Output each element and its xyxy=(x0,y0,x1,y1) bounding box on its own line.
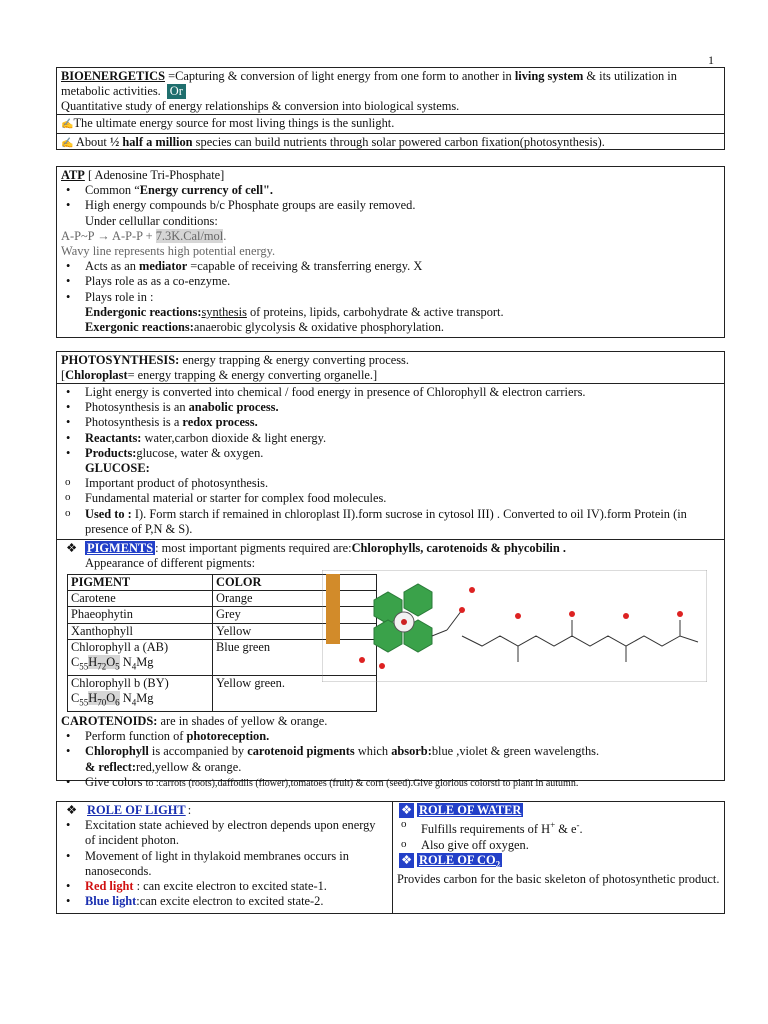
carotenoid-bullet: • Give colors to :carrots (roots),daffodils (flower),tomatoes (fruit) & corn (seed).Give glorious colorstl to plant in autumn. xyxy=(61,775,720,791)
diamond-bullet-icon: ❖ xyxy=(66,803,78,817)
table-row: Phaeophytin Grey xyxy=(68,607,377,623)
page-number: 1 xyxy=(708,53,714,67)
bioenergetics-definition: BIOENERGETICS =Capturing & conversion of light energy from one form to another in living system & its utilization in metabolic activities. Or Quantitative study of energy relationships & conversion into biological systems. xyxy=(57,68,724,115)
light-bullet: • Movement of light in thylakoid membranes occurs in nanoseconds. xyxy=(61,849,388,879)
atp-bullet: • Common “Energy currency of cell". xyxy=(61,183,720,198)
water-item: o Fulfills requirements of H+ & e-. xyxy=(397,818,720,837)
carotenoids-heading: CAROTENOIDS: are in shades of yellow & orange. xyxy=(61,714,328,728)
photosynthesis-box xyxy=(56,351,725,789)
role-of-water-co2-cell xyxy=(393,802,724,913)
atp-box xyxy=(56,166,725,338)
role-of-light-heading: ❖ ROLE OF LIGHT : xyxy=(66,803,192,817)
atp-equation: A-P~P → A-P-P + 7.3K.Cal/mol. xyxy=(61,228,227,243)
bioenergetics-box xyxy=(56,67,725,150)
bioenergetics-definition-2: Quantitative study of energy relationships & conversion into biological systems. xyxy=(61,99,460,114)
color-header: COLOR xyxy=(213,575,377,591)
diamond-bullet-icon: ❖ xyxy=(401,803,413,817)
table-row: Xanthophyll Yellow xyxy=(68,623,377,639)
table-row: Carotene Orange xyxy=(68,591,377,607)
pen-icon: ✍ xyxy=(61,138,74,149)
chlorophyll-b-formula: $C_{55}H_{70}O_6$ $N_4Mg$ xyxy=(71,690,154,708)
pigments-heading: ❖ PIGMENTS : most important pigments required are:Chlorophylls, carotenoids & phycobilin . xyxy=(66,541,566,555)
glucose-heading: GLUCOSE: xyxy=(85,461,150,476)
endergonic-line: Endergonic reactions:synthesis of proteins, lipids, carbohydrate & active transport. xyxy=(85,304,504,319)
bioenergetics-term: BIOENERGETICS xyxy=(61,69,165,83)
pen-icon: ✍ xyxy=(61,119,74,130)
diamond-bullet-icon: ❖ xyxy=(401,852,413,867)
atp-bullet: • High energy compounds b/c Phosphate groups are easily removed. xyxy=(61,198,720,213)
pigments-section xyxy=(57,540,724,789)
wavy-line-note: Wavy line represents high potential energy. xyxy=(61,244,276,259)
carotenoids-block xyxy=(61,714,720,791)
carotenoid-bullet: • Chlorophyll is accompanied by carotenoid pigments which absorb:blue ,violet & green wavelengths. & reflect:red,yellow & orange. xyxy=(61,744,720,774)
atp-subtext: Under cellullar conditions: xyxy=(85,213,218,228)
photosynthesis-bullet: • Products:glucose, water & oxygen. xyxy=(61,446,720,461)
role-of-light-cell xyxy=(57,802,393,913)
roles-box xyxy=(56,801,725,914)
water-item: o Also give off oxygen. xyxy=(397,838,720,853)
light-bullet: • Excitation state achieved by electron depends upon energy of incident photon. xyxy=(61,818,388,848)
co2-description: Provides carbon for the basic skeleton of photosynthetic product. xyxy=(397,872,720,887)
role-of-water-heading: ❖ ROLE OF WATER xyxy=(401,803,522,817)
diamond-bullet-icon: ❖ xyxy=(66,541,78,555)
atp-bullet: • Acts as an mediator =capable of receiving & transferring energy. X xyxy=(61,259,720,274)
table-row: Chlorophyll a (AB) $C_{55}H_{72}O_5$ $N_4Mg$ Blue green xyxy=(68,639,377,675)
glucose-item: o Important product of photosynthesis. xyxy=(61,476,720,491)
chlorophyll-structure-image xyxy=(322,570,707,682)
photosynthesis-details xyxy=(57,384,724,540)
carbon-fixation-note: ✍ About ½ half a million species can build nutrients through solar powered carbon fixation(photosynthesis). xyxy=(61,135,605,149)
photosynthesis-bullet: • Photosynthesis is an anabolic process. xyxy=(61,400,720,415)
light-bullet: • Blue light:can excite electron to excited state-2. xyxy=(61,894,388,909)
pigments-appearance: Appearance of different pigments: xyxy=(85,556,256,571)
pigment-header: PIGMENT xyxy=(68,575,213,591)
photosynthesis-bullet: • Reactants: water,carbon dioxide & light energy. xyxy=(61,431,720,446)
table-row: Chlorophyll b (BY) $C_{55}H_{70}O_6$ $N_4Mg$ Yellow green. xyxy=(68,675,377,711)
exergonic-line: Exergonic reactions:anaerobic glycolysis & oxidative phosphorylation. xyxy=(85,320,445,335)
chlorophyll-a-formula: $C_{55}H_{72}O_5$ $N_4Mg$ xyxy=(71,655,154,672)
atp-bullet: • Plays role in : xyxy=(61,290,720,305)
atp-heading: ATP [ Adenosine Tri-Phosphate] xyxy=(61,168,225,182)
glucose-item: o Used to : I). Form starch if remained in chloroplast II).form sucrose in cytosol III) . Converted to oil IV).form Protein (in presence of P,N & S). xyxy=(61,507,720,537)
carotenoid-bullet: • Perform function of photoreception. xyxy=(61,729,720,744)
or-badge: Or xyxy=(167,84,186,99)
atp-bullet: • Plays role as as a co-enzyme. xyxy=(61,274,720,289)
glucose-item: o Fundamental material or starter for complex food molecules. xyxy=(61,491,720,506)
sunlight-note: ✍The ultimate energy source for most living things is the sunlight. xyxy=(57,115,724,134)
photosynthesis-heading: PHOTOSYNTHESIS: energy trapping & energy converting process. [Chloroplast= energy trapping & energy converting organelle.] xyxy=(57,352,724,384)
photosynthesis-bullet: • Photosynthesis is a redox process. xyxy=(61,415,720,430)
photosynthesis-bullet: • Light energy is converted into chemical / food energy in presence of Chlorophyll & electron carriers. xyxy=(61,385,720,400)
role-of-co2-heading: ❖ ROLE OF $CO_2$ xyxy=(401,852,501,870)
light-bullet: • Red light : can excite electron to excited state-1. xyxy=(61,879,388,894)
